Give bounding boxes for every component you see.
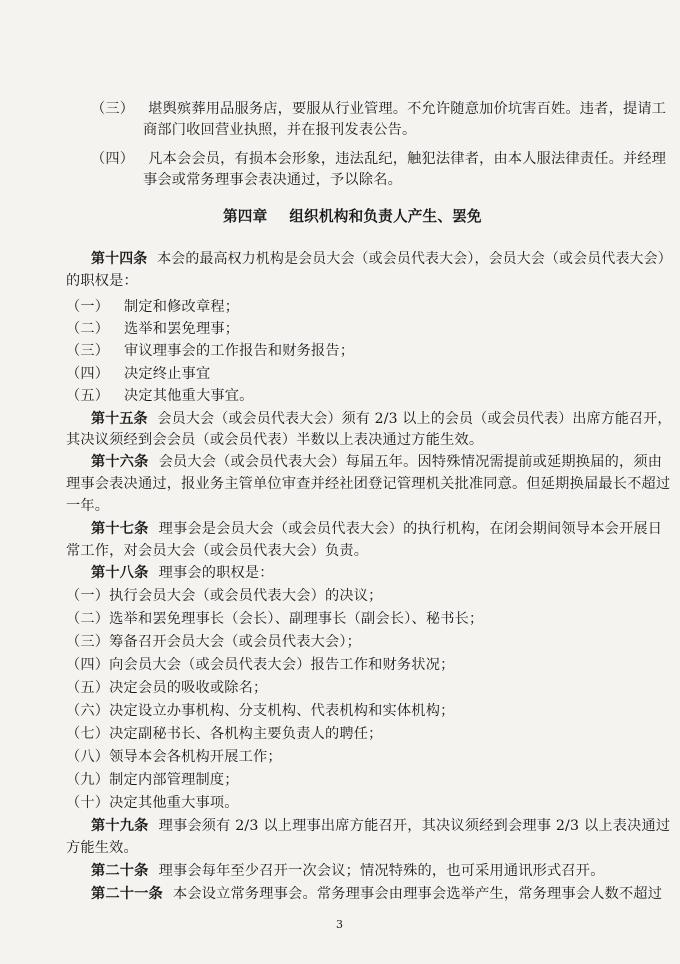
- article-19-line-1: [91, 816, 670, 836]
- article-text: 会员大会（或会员代表大会）每届五年。因特殊情况需提前或延期换届的，须由: [158, 454, 663, 470]
- article-18-item-2: （二）选举和罢免理事长（会长）、副理事长（副会长）、秘书长；: [66, 611, 484, 627]
- section-number: （四）: [91, 151, 135, 167]
- article-label: 第二十一条: [91, 886, 163, 902]
- section-number: （三）: [91, 101, 135, 117]
- article-14-item-3: （三） 审议理事会的工作报告和财务报告；: [66, 343, 355, 359]
- article-text: 本会的最高权力机构是会员大会（或会员代表大会），会员大会（或会员代表大会）: [157, 251, 672, 267]
- article-text: 理事会每年至少召开一次会议；情况特殊的，也可采用通讯形式召开。: [158, 863, 605, 879]
- page-number: 3: [336, 918, 343, 931]
- section-four-line-2: 事会或常务理事会表决通过，予以除名。: [143, 172, 402, 188]
- article-16-line-1: [91, 452, 662, 472]
- article-label: 第十四条: [91, 251, 148, 267]
- article-15-line-2: 其决议须经到会会员（或会员代表）半数以上表决通过方能生效。: [66, 432, 484, 448]
- section-text: 堪舆殡葬用品服务店，要服从行业管理。不允许随意加价坑害百姓。违者，提请工: [148, 101, 667, 117]
- section-three-line-1: [91, 99, 666, 119]
- article-14-item-4: （四） 决定终止事宜: [66, 366, 211, 382]
- article-label: 第二十条: [91, 863, 149, 879]
- article-text: 理事会的职权是：: [158, 565, 274, 581]
- section-text: 凡本会会员，有损本会形象，违法乱纪，触犯法律者，由本人服法律责任。并经理: [148, 151, 667, 167]
- section-three-line-2: 商部门收回营业执照，并在报刊发表公告。: [143, 122, 417, 138]
- article-18-item-3: （三）筹备召开会员大会（或会员代表大会）；: [66, 634, 362, 650]
- article-text: 理事会须有 2/3 以上理事出席方能召开，其决议须经到会理事 2/3 以上表决通过: [158, 818, 671, 834]
- article-19-line-2: 方能生效。: [66, 840, 138, 856]
- article-18-item-5: （五）决定会员的吸收或除名；: [66, 680, 268, 696]
- article-18-item-9: （九）制定内部管理制度；: [66, 772, 239, 788]
- article-21-line-1: [91, 884, 662, 904]
- article-text: 会员大会（或会员代表大会）须有 2/3 以上的会员（或会员代表）出席方能召开，: [157, 411, 672, 427]
- article-18-item-1: （一）执行会员大会（或会员代表大会）的决议；: [66, 588, 383, 604]
- article-14-line-1: [91, 249, 672, 269]
- article-20-line-1: [91, 861, 605, 881]
- article-16-line-3: 一年。: [66, 498, 110, 514]
- article-18-item-7: （七）决定副秘书长、各机构主要负责人的聘任；: [66, 726, 383, 742]
- article-label: 第十八条: [91, 565, 149, 581]
- article-15-line-1: [91, 409, 672, 429]
- article-18-line-1: [91, 563, 274, 583]
- article-18-item-6: （六）决定设立办事机构、分支机构、代表机构和实体机构；: [66, 703, 455, 719]
- article-17-line-2: 常工作，对会员大会（或会员代表大会）负责。: [66, 543, 369, 559]
- article-label: 第十五条: [91, 411, 148, 427]
- article-16-line-2: 理事会表决通过，报业务主管单位审查并经社团登记管理机关批准同意。但延期换届最长不超过: [66, 476, 671, 492]
- chapter-title: 组织机构和负责人产生、罢免: [289, 208, 482, 225]
- article-label: 第十七条: [91, 521, 149, 537]
- chapter-number: 第四章: [223, 208, 268, 225]
- article-14-item-1: （一） 制定和修改章程；: [66, 299, 240, 315]
- article-14-item-5: （五） 决定其他重大事宜。: [66, 388, 254, 404]
- article-14-item-2: （二） 选举和罢免理事；: [66, 321, 240, 337]
- article-label: 第十六条: [91, 454, 149, 470]
- article-18-item-8: （八）领导本会各机构开展工作；: [66, 749, 282, 765]
- article-17-line-1: [91, 519, 662, 539]
- article-label: 第十九条: [91, 818, 149, 834]
- section-four-line-1: [91, 149, 666, 169]
- article-14-line-2: 的职权是：: [66, 273, 138, 289]
- article-18-item-10: （十）决定其他重大事项。: [66, 795, 239, 811]
- article-text: 理事会是会员大会（或会员代表大会）的执行机构，在闭会期间领导本会开展日: [158, 521, 663, 537]
- article-18-item-4: （四）向会员大会（或会员代表大会）报告工作和财务状况；: [66, 657, 455, 673]
- article-text: 本会设立常务理事会。常务理事会由理事会选举产生，常务理事会人数不超过: [172, 886, 663, 902]
- chapter-heading: [223, 207, 482, 227]
